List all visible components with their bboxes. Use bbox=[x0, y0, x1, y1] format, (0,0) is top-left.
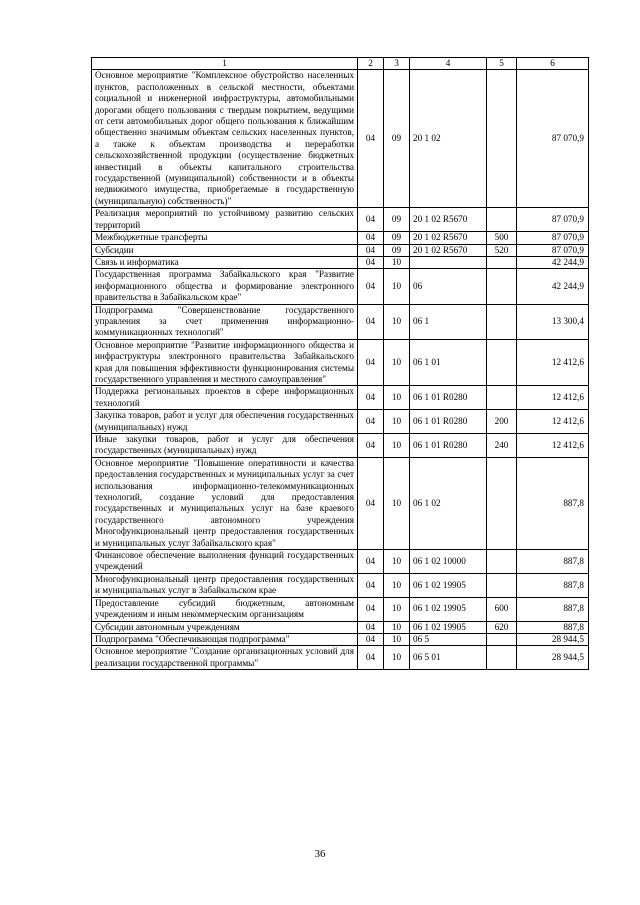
row-name: Основное мероприятие "Повышение оперативности и качества предоставления государственных и муниципальных услуг за счет использования информационно-телекоммуникационных технологий, создание условий для предоставления государственных и муниципальных услуг на базе краевого государственного автономного учреждения Многофункциональный центр предоставления государственных и муниципальных услуг Забайкальского края" bbox=[92, 457, 358, 549]
table-row bbox=[92, 550, 589, 574]
row-expense-type: 620 bbox=[487, 621, 517, 633]
row-name: Многофункциональный центр предоставления государственных и муниципальных услуг в Забайкальском крае bbox=[92, 573, 358, 597]
row-target-code bbox=[410, 256, 487, 268]
row-subsection: 10 bbox=[384, 339, 410, 386]
row-section: 04 bbox=[358, 633, 384, 645]
row-expense-type: 500 bbox=[487, 232, 517, 244]
row-name: Реализация мероприятий по устойчивому развитию сельских территорий bbox=[92, 208, 358, 232]
row-section: 04 bbox=[358, 269, 384, 304]
row-subsection: 10 bbox=[384, 457, 410, 549]
row-subsection: 10 bbox=[384, 550, 410, 574]
row-expense-type: 200 bbox=[487, 410, 517, 434]
table-row bbox=[92, 269, 589, 304]
row-expense-type bbox=[487, 208, 517, 232]
row-name: Субсидии bbox=[92, 244, 358, 256]
row-name: Межбюджетные трансферты bbox=[92, 232, 358, 244]
row-section: 04 bbox=[358, 597, 384, 621]
table-row bbox=[92, 386, 589, 410]
table-row bbox=[92, 244, 589, 256]
row-amount: 887,8 bbox=[517, 573, 589, 597]
row-amount: 13 300,4 bbox=[517, 304, 589, 339]
row-amount: 87 070,9 bbox=[517, 244, 589, 256]
row-amount: 28 944,5 bbox=[517, 633, 589, 645]
row-amount: 87 070,9 bbox=[517, 232, 589, 244]
row-expense-type: 240 bbox=[487, 434, 517, 458]
header-row bbox=[92, 58, 589, 70]
row-amount: 42 244,9 bbox=[517, 256, 589, 268]
row-amount: 887,8 bbox=[517, 550, 589, 574]
table-row bbox=[92, 573, 589, 597]
row-target-code: 06 1 02 bbox=[410, 457, 487, 549]
row-expense-type bbox=[487, 386, 517, 410]
row-amount: 887,8 bbox=[517, 457, 589, 549]
header-cell: 1 bbox=[92, 58, 358, 70]
row-expense-type bbox=[487, 269, 517, 304]
row-amount: 42 244,9 bbox=[517, 269, 589, 304]
row-subsection: 10 bbox=[384, 269, 410, 304]
row-expense-type bbox=[487, 573, 517, 597]
row-target-code: 06 1 02 10000 bbox=[410, 550, 487, 574]
row-amount: 28 944,5 bbox=[517, 646, 589, 670]
row-subsection: 10 bbox=[384, 633, 410, 645]
row-expense-type: 600 bbox=[487, 597, 517, 621]
row-target-code: 06 1 bbox=[410, 304, 487, 339]
row-expense-type bbox=[487, 457, 517, 549]
row-target-code: 06 1 01 R0280 bbox=[410, 434, 487, 458]
row-amount: 12 412,6 bbox=[517, 410, 589, 434]
row-name: Иные закупки товаров, работ и услуг для обеспечения государственных (муниципальных) нужд bbox=[92, 434, 358, 458]
row-section: 04 bbox=[358, 232, 384, 244]
table-row bbox=[92, 256, 589, 268]
row-expense-type: 520 bbox=[487, 244, 517, 256]
table-row bbox=[92, 457, 589, 549]
row-subsection: 09 bbox=[384, 70, 410, 208]
table-row bbox=[92, 621, 589, 633]
row-expense-type bbox=[487, 256, 517, 268]
table-row bbox=[92, 410, 589, 434]
row-name: Основное мероприятие "Развитие информационного общества и инфраструктуры электронного правительства Забайкальского края для повышения эффективности функционирования системы государственного управления и местного самоуправления" bbox=[92, 339, 358, 386]
row-target-code: 06 5 bbox=[410, 633, 487, 645]
row-target-code: 20 1 02 bbox=[410, 70, 487, 208]
row-amount: 12 412,6 bbox=[517, 386, 589, 410]
row-subsection: 10 bbox=[384, 573, 410, 597]
row-subsection: 09 bbox=[384, 232, 410, 244]
row-subsection: 10 bbox=[384, 434, 410, 458]
row-target-code: 06 1 01 bbox=[410, 339, 487, 386]
row-expense-type bbox=[487, 304, 517, 339]
row-subsection: 10 bbox=[384, 597, 410, 621]
row-section: 04 bbox=[358, 434, 384, 458]
row-name: Подпрограмма "Совершенствование государственного управления за счет применения информационно-коммуникационных технологий" bbox=[92, 304, 358, 339]
table-row bbox=[92, 597, 589, 621]
row-subsection: 09 bbox=[384, 244, 410, 256]
row-name: Подпрограмма "Обеспечивающая подпрограмма" bbox=[92, 633, 358, 645]
table-row bbox=[92, 208, 589, 232]
row-name: Поддержка региональных проектов в сфере информационных технологий bbox=[92, 386, 358, 410]
table-row bbox=[92, 70, 589, 208]
row-subsection: 10 bbox=[384, 646, 410, 670]
page-number: 36 bbox=[314, 848, 326, 860]
row-target-code: 06 bbox=[410, 269, 487, 304]
row-subsection: 10 bbox=[384, 410, 410, 434]
row-target-code: 06 1 01 R0280 bbox=[410, 386, 487, 410]
header-cell: 5 bbox=[487, 58, 517, 70]
table-row bbox=[92, 339, 589, 386]
row-section: 04 bbox=[358, 410, 384, 434]
row-expense-type bbox=[487, 550, 517, 574]
row-name: Предоставление субсидий бюджетным, автономным учреждениям и иным некоммерческим организациям bbox=[92, 597, 358, 621]
row-target-code: 20 1 02 R5670 bbox=[410, 208, 487, 232]
row-name: Основное мероприятие "Комплексное обустройство населенных пунктов, расположенных в сельской местности, объектами социальной и инженерной инфраструктуры, автомобильными дорогами общего пользования с твердым покрытием, ведущими от сети автомобильных дорог общего пользования к ближайшим общественно значимым объектам сельских населенных пунктов, а также к объектам производства и переработки сельскохозяйственной продукции (осуществление бюджетных инвестиций в объекты капитального строительства государственной (муниципальной) собственности и в объекты недвижимого имущества, приобретаемые в государственную (муниципальную) собственность)" bbox=[92, 70, 358, 208]
row-section: 04 bbox=[358, 70, 384, 208]
row-subsection: 10 bbox=[384, 386, 410, 410]
row-section: 04 bbox=[358, 573, 384, 597]
table-row bbox=[92, 434, 589, 458]
row-expense-type bbox=[487, 70, 517, 208]
row-target-code: 06 1 02 19905 bbox=[410, 621, 487, 633]
row-amount: 87 070,9 bbox=[517, 208, 589, 232]
row-expense-type bbox=[487, 339, 517, 386]
header-cell: 3 bbox=[384, 58, 410, 70]
row-target-code: 20 1 02 R5670 bbox=[410, 244, 487, 256]
row-target-code: 20 1 02 R5670 bbox=[410, 232, 487, 244]
row-target-code: 06 1 01 R0280 bbox=[410, 410, 487, 434]
row-section: 04 bbox=[358, 646, 384, 670]
row-subsection: 09 bbox=[384, 208, 410, 232]
row-name: Субсидии автономным учреждениям bbox=[92, 621, 358, 633]
table-row bbox=[92, 232, 589, 244]
row-expense-type bbox=[487, 646, 517, 670]
row-section: 04 bbox=[358, 457, 384, 549]
header-cell: 2 bbox=[358, 58, 384, 70]
table-row bbox=[92, 633, 589, 645]
row-amount: 12 412,6 bbox=[517, 434, 589, 458]
row-section: 04 bbox=[358, 244, 384, 256]
row-section: 04 bbox=[358, 304, 384, 339]
row-section: 04 bbox=[358, 550, 384, 574]
row-amount: 887,8 bbox=[517, 597, 589, 621]
row-target-code: 06 1 02 19905 bbox=[410, 573, 487, 597]
header-cell: 6 bbox=[517, 58, 589, 70]
row-amount: 887,8 bbox=[517, 621, 589, 633]
row-name: Связь и информатика bbox=[92, 256, 358, 268]
row-name: Государственная программа Забайкальского края "Развитие информационного общества и формирование электронного правительства в Забайкальском крае" bbox=[92, 269, 358, 304]
row-section: 04 bbox=[358, 208, 384, 232]
row-section: 04 bbox=[358, 256, 384, 268]
table-row bbox=[92, 646, 589, 670]
header-cell: 4 bbox=[410, 58, 487, 70]
table-row bbox=[92, 304, 589, 339]
row-amount: 87 070,9 bbox=[517, 70, 589, 208]
row-section: 04 bbox=[358, 339, 384, 386]
row-subsection: 10 bbox=[384, 256, 410, 268]
budget-table bbox=[91, 57, 589, 670]
row-subsection: 10 bbox=[384, 621, 410, 633]
row-name: Закупка товаров, работ и услуг для обеспечения государственных (муниципальных) нужд bbox=[92, 410, 358, 434]
row-expense-type bbox=[487, 633, 517, 645]
row-name: Основное мероприятие "Создание организационных условий для реализации государственной программы" bbox=[92, 646, 358, 670]
row-subsection: 10 bbox=[384, 304, 410, 339]
row-section: 04 bbox=[358, 386, 384, 410]
row-amount: 12 412,6 bbox=[517, 339, 589, 386]
row-target-code: 06 5 01 bbox=[410, 646, 487, 670]
row-name: Финансовое обеспечение выполнения функций государственных учреждений bbox=[92, 550, 358, 574]
row-section: 04 bbox=[358, 621, 384, 633]
row-target-code: 06 1 02 19905 bbox=[410, 597, 487, 621]
